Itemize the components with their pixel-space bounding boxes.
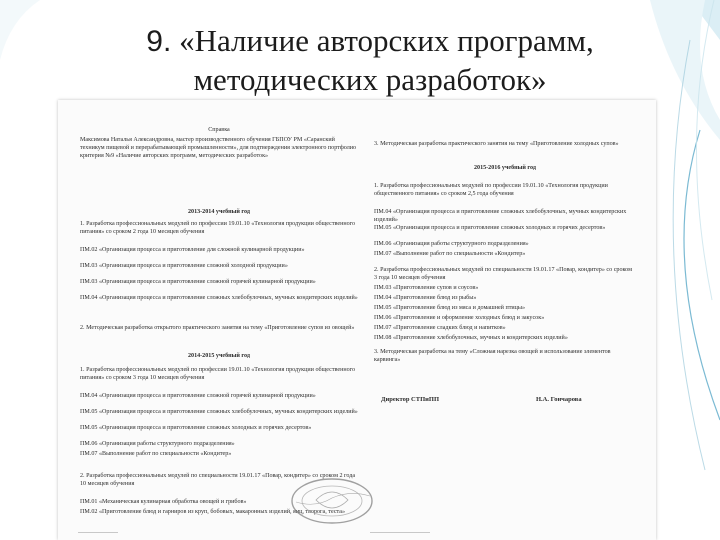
document-heading: Справка: [208, 127, 230, 133]
year-heading-2014-2015: 2014-2015 учебный год: [187, 353, 251, 359]
list-item: ПМ.05 «Приготовление блюд из мяса и домашней птицы»: [374, 305, 526, 311]
list-item: ПМ.02 «Организация процесса и приготовление для сложной кулинарной продукции»: [80, 247, 305, 253]
slide-title-line-2: методических разработок»: [193, 62, 547, 97]
list-item: ПМ.02 «Приготовление блюд и гарниров из круп, бобовых, макаронных изделий, яиц, творога, теста»: [80, 509, 346, 515]
list-item: 1. Разработка профессиональных модулей по профессии 19.01.10 «Технология продукции общественного питания» со сроком 3 года 10 месяцев обучения: [80, 367, 356, 382]
list-item: ПМ.06 «Организация работы структурного подразделения»: [374, 241, 529, 247]
list-item: ПМ.05 «Организация процесса и приготовление сложных хлебобулочных, мучных кондитерских изделий»: [80, 409, 358, 415]
list-item: ПМ.04 «Приготовление блюд из рыбы»: [374, 295, 477, 301]
list-item: 1. Разработка профессиональных модулей по профессии 19.01.10 «Технология продукции общественного питания» со сроком 2 года 10 месяцев обучения: [80, 221, 356, 236]
document-intro: Максимова Наталья Александровна, мастер производственного обучения ГБПОУ РМ «Саранский техникум пищевой и перерабатывающей промышленности», для подтверждения электронного портфолио критерия №9 «Наличие авторских программ, методических разработок»: [80, 137, 357, 160]
list-item: 2. Разработка профессиональных модулей по специальности 19.01.17 «Повар, кондитер» со сроком 3 года 10 месяцев обучения: [374, 267, 632, 282]
official-seal-icon: [286, 476, 378, 526]
list-item: ПМ.04 «Организация процесса и приготовление сложных хлебобулочных, мучных кондитерских изделий»: [374, 209, 627, 224]
list-item: ПМ.07 «Выполнение работ по специальности «Кондитер»: [80, 451, 232, 457]
list-item: 2. Методическая разработка открытого практического занятия на тему «Приготовление супов из овощей»: [80, 325, 355, 331]
list-item: ПМ.06 «Приготовление и оформление холодных блюд и закусок»: [374, 315, 545, 321]
list-item: ПМ.08 «Приготовление хлебобулочных, мучных и кондитерских изделий»: [374, 335, 568, 341]
list-item: ПМ.04 «Организация процесса и приготовление сложных хлебобулочных, мучных кондитерских изделий»: [80, 295, 358, 301]
slide-title: [60, 22, 680, 99]
year-heading-2013-2014: 2013-2014 учебный год: [187, 209, 251, 215]
list-item: ПМ.06 «Организация работы структурного подразделения»: [80, 441, 235, 447]
list-item: ПМ.04 «Организация процесса и приготовление сложной горячей кулинарной продукции»: [80, 393, 316, 399]
list-item: ПМ.05 «Организация процесса и приготовление сложных холодных и горячих десертов»: [374, 225, 606, 231]
slide-title-line-1: «Наличие авторских программ,: [179, 23, 594, 58]
scanned-certificate-document: [58, 100, 656, 540]
director-name: Н.А. Гончарова: [536, 396, 582, 403]
slide-number: 9.: [146, 25, 172, 58]
list-item: 3. Методическая разработка практического занятия на тему «Приготовление холодных супов»: [374, 141, 619, 147]
list-item: ПМ.07 «Выполнение работ по специальности «Кондитер»: [374, 251, 526, 257]
list-item: 1. Разработка профессиональных модулей по профессии 19.01.10 «Технология продукции общественного питания» со сроком 2,5 года обучения: [374, 183, 608, 198]
list-item: ПМ.07 «Приготовление сладких блюд и напитков»: [374, 325, 506, 331]
list-item: ПМ.03 «Приготовление супов и соусов»: [374, 285, 479, 291]
list-item: ПМ.03 «Организация процесса и приготовление сложной холодной продукции»: [80, 263, 288, 269]
list-item: ПМ.01 «Механическая кулинарная обработка овощей и грибов»: [80, 499, 247, 505]
list-item: ПМ.05 «Организация процесса и приготовление сложных холодных и горячих десертов»: [80, 425, 312, 431]
scan-artifact: [370, 532, 430, 533]
list-item: 2. Разработка профессиональных модулей по специальности 19.01.17 «Повар, кондитер» со сроком 2 года 10 месяцев обучения: [80, 473, 356, 488]
scan-artifact: [78, 532, 118, 533]
director-label: Директор СТПиПП: [381, 396, 440, 403]
year-heading-2015-2016: 2015-2016 учебный год: [473, 165, 537, 171]
list-item: ПМ.03 «Организация процесса и приготовление сложной горячей кулинарной продукции»: [80, 279, 316, 285]
list-item: 3. Методическая разработка на тему «Сложная нарезка овощей и использование элементов карвинга»: [374, 349, 611, 364]
